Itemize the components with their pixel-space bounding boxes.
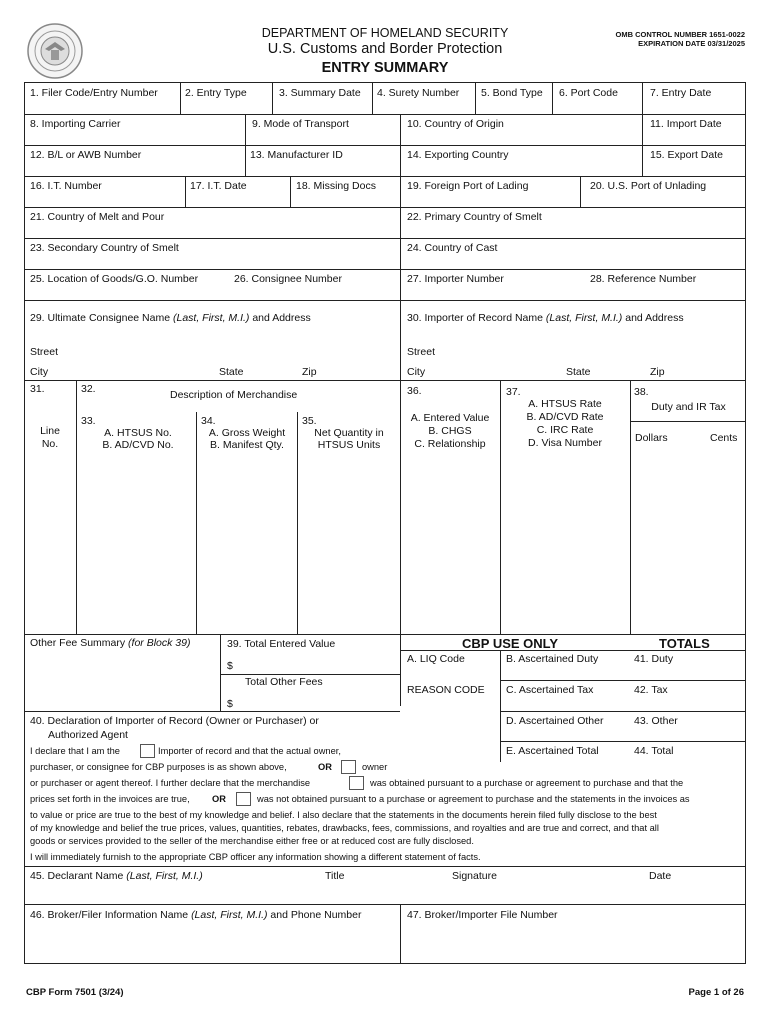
page-number: Page 1 of 26 xyxy=(688,987,744,998)
field-3-summary-date[interactable]: 3. Summary Date xyxy=(279,87,361,99)
col-35-number: 35. xyxy=(302,415,317,427)
cbp-c-ascertained-tax: C. Ascertained Tax xyxy=(506,684,594,696)
field-30-importer-of-record[interactable] xyxy=(407,312,684,324)
field-1-filer-code[interactable]: 1. Filer Code/Entry Number xyxy=(30,87,158,99)
field-19-foreign-port-of-lading[interactable]: 19. Foreign Port of Lading xyxy=(407,180,529,192)
field-29-label: 29. Ultimate Consignee Name xyxy=(30,312,173,324)
declaration-line-4b: was not obtained pursuant to a purchase or agreement to purchase and the statements in the invoices as xyxy=(257,794,690,804)
cbp-d-ascertained-other: D. Ascertained Other xyxy=(506,715,604,727)
consignee-street-label: Street xyxy=(30,346,59,358)
other-fee-summary[interactable] xyxy=(30,637,190,649)
declaration-line-1a: I declare that I am the xyxy=(30,746,120,756)
declarant-title[interactable]: Title xyxy=(325,870,345,882)
field-22-primary-country-of-smelt[interactable]: 22. Primary Country of Smelt xyxy=(407,211,542,223)
omb-control-number: OMB CONTROL NUMBER 1651-0022 xyxy=(615,30,745,39)
field-27-importer-number[interactable]: 27. Importer Number xyxy=(407,273,504,285)
field-18-missing-docs[interactable]: 18. Missing Docs xyxy=(296,180,376,192)
field-23-secondary-country-of-smelt[interactable]: 23. Secondary Country of Smelt xyxy=(30,242,179,254)
line-no-label: No. xyxy=(41,438,59,450)
declaration-or-1: OR xyxy=(318,762,332,772)
consignee-city-label: City xyxy=(30,366,49,378)
not-obtained-pursuant-checkbox[interactable] xyxy=(236,792,251,806)
field-20-us-port-of-unlading[interactable]: 20. U.S. Port of Unlading xyxy=(590,180,707,192)
declaration-line-3a: or purchaser or agent thereof. I further declare that the merchandise xyxy=(30,778,311,788)
importer-state-label: State xyxy=(566,366,591,378)
agency-title: U.S. Customs and Border Protection xyxy=(267,41,503,57)
field-45-name-format: (Last, First, M.I.) xyxy=(126,870,203,882)
field-7-entry-date[interactable]: 7. Entry Date xyxy=(650,87,712,99)
field-4-surety-number[interactable]: 4. Surety Number xyxy=(377,87,460,99)
col-37a-htsus-rate: A. HTSUS Rate xyxy=(528,398,602,410)
col-34-number: 34. xyxy=(201,415,216,427)
cbp-e-ascertained-total: E. Ascertained Total xyxy=(506,745,599,757)
col-33a-htsus-no: A. HTSUS No. xyxy=(104,427,172,439)
field-6-port-code[interactable]: 6. Port Code xyxy=(559,87,618,99)
col-38-duty-ir-tax: Duty and IR Tax xyxy=(651,401,726,413)
importer-city-label: City xyxy=(407,366,426,378)
total-41-duty[interactable]: 41. Duty xyxy=(634,653,674,665)
field-21-country-of-melt[interactable]: 21. Country of Melt and Pour xyxy=(30,211,165,223)
department-title: DEPARTMENT OF HOMELAND SECURITY xyxy=(261,26,509,40)
declaration-title-agent: Authorized Agent xyxy=(48,729,128,741)
declaration-line-7: goods or services provided to the seller of the merchandise either free or at reduced cost are fully disclosed. xyxy=(30,836,474,846)
field-46-name-format: (Last, First, M.I.) xyxy=(191,909,268,921)
field-46-label-tail: and Phone Number xyxy=(267,909,362,921)
declaration-line-8: I will immediately furnish to the appropriate CBP officer any information showing a different statement of facts. xyxy=(30,852,481,862)
field-45-declarant-name[interactable] xyxy=(30,870,203,882)
total-entered-value-dollar[interactable]: $ xyxy=(227,660,233,672)
col-33-number: 33. xyxy=(81,415,96,427)
col-37-number: 37. xyxy=(506,386,521,398)
field-47-broker-file-number[interactable]: 47. Broker/Importer File Number xyxy=(407,909,558,921)
field-10-country-of-origin[interactable]: 10. Country of Origin xyxy=(407,118,504,130)
field-26-consignee-number[interactable]: 26. Consignee Number xyxy=(234,273,342,285)
declarant-date[interactable]: Date xyxy=(649,870,672,882)
col-38-dollars: Dollars xyxy=(635,432,668,444)
owner-checkbox[interactable] xyxy=(341,760,356,774)
field-17-it-date[interactable]: 17. I.T. Date xyxy=(190,180,247,192)
field-29-ultimate-consignee[interactable] xyxy=(30,312,311,324)
cbp-reason-code: REASON CODE xyxy=(407,684,485,696)
col-36c-relationship: C. Relationship xyxy=(414,438,486,450)
total-44-total[interactable]: 44. Total xyxy=(634,745,674,757)
declaration-line-2a: purchaser, or consignee for CBP purposes is as shown above, xyxy=(30,762,287,772)
declaration-line-3b: was obtained pursuant to a purchase or agreement to purchase and that the xyxy=(370,778,684,788)
total-other-fees-label: Total Other Fees xyxy=(245,676,323,688)
field-39-total-entered-value: 39. Total Entered Value xyxy=(227,638,336,650)
field-30-name-format: (Last, First, M.I.) xyxy=(545,312,623,324)
declaration-line-6: of my knowledge and belief the true prices, values, quantities, rebates, drawbacks, fees, commissions, and royalties and are true and correct, and that all xyxy=(30,823,659,833)
dhs-seal xyxy=(26,22,84,80)
field-2-entry-type[interactable]: 2. Entry Type xyxy=(185,87,247,99)
col-33b-adcvd-no: B. AD/CVD No. xyxy=(102,439,174,451)
form-number: CBP Form 7501 (3/24) xyxy=(26,987,124,998)
expiration-date: EXPIRATION DATE 03/31/2025 xyxy=(638,39,745,48)
obtained-pursuant-checkbox[interactable] xyxy=(349,776,364,790)
declaration-or-2: OR xyxy=(212,794,226,804)
importer-zip-label: Zip xyxy=(650,366,665,378)
col-36b-chgs: B. CHGS xyxy=(428,425,472,437)
col-37c-irc-rate: C. IRC Rate xyxy=(536,424,594,436)
description-of-merchandise-label: Description of Merchandise xyxy=(170,389,298,401)
declaration-line-4a: prices set forth in the invoices are true, xyxy=(30,794,190,804)
field-12-bl-awb-number[interactable]: 12. B/L or AWB Number xyxy=(30,149,142,161)
col-38-number: 38. xyxy=(634,386,649,398)
declaration-line-2b: owner xyxy=(362,762,388,772)
other-fee-summary-label: Other Fee Summary xyxy=(30,637,129,649)
consignee-zip-label: Zip xyxy=(302,366,317,378)
importer-of-record-checkbox[interactable] xyxy=(140,744,155,758)
field-30-label: 30. Importer of Record Name xyxy=(407,312,546,324)
col-35-net-quantity: Net Quantity in xyxy=(314,427,384,439)
merchandise-entry-area[interactable] xyxy=(25,455,745,633)
field-9-mode-of-transport[interactable]: 9. Mode of Transport xyxy=(252,118,349,130)
field-45-label: 45. Declarant Name xyxy=(30,870,127,882)
field-15-export-date[interactable]: 15. Export Date xyxy=(650,149,723,161)
line-label: Line xyxy=(40,425,60,437)
field-14-exporting-country[interactable]: 14. Exporting Country xyxy=(407,149,509,161)
col-38-cents: Cents xyxy=(710,432,738,444)
col-32-number: 32. xyxy=(81,383,96,395)
field-24-country-of-cast[interactable]: 24. Country of Cast xyxy=(407,242,498,254)
field-13-manufacturer-id[interactable]: 13. Manufacturer ID xyxy=(250,149,343,161)
declaration-title: 40. Declaration of Importer of Record (Owner or Purchaser) or xyxy=(30,715,319,727)
cbp-use-only-heading: CBP USE ONLY xyxy=(462,636,559,651)
declarant-signature[interactable]: Signature xyxy=(452,870,497,882)
field-11-import-date[interactable]: 11. Import Date xyxy=(650,118,722,130)
field-25-location-of-goods[interactable]: 25. Location of Goods/G.O. Number xyxy=(30,273,199,285)
field-28-reference-number[interactable]: 28. Reference Number xyxy=(590,273,697,285)
col-36a-entered-value: A. Entered Value xyxy=(410,412,490,424)
totals-heading: TOTALS xyxy=(659,636,710,651)
field-46-broker-filer-info[interactable] xyxy=(30,909,361,921)
field-30-label-tail: and Address xyxy=(622,312,684,324)
field-29-label-tail: and Address xyxy=(249,312,311,324)
col-31-number: 31. xyxy=(30,383,45,395)
col-37d-visa-number: D. Visa Number xyxy=(528,437,602,449)
cbp-b-ascertained-duty: B. Ascertained Duty xyxy=(506,653,599,665)
col-34a-gross-weight: A. Gross Weight xyxy=(208,427,286,439)
field-16-it-number[interactable]: 16. I.T. Number xyxy=(30,180,102,192)
field-5-bond-type[interactable]: 5. Bond Type xyxy=(481,87,543,99)
col-36-number: 36. xyxy=(407,385,422,397)
other-fee-summary-note: (for Block 39) xyxy=(128,637,191,649)
field-46-label: 46. Broker/Filer Information Name xyxy=(30,909,192,921)
importer-street-label: Street xyxy=(407,346,436,358)
declaration-line-1b: Importer of record and that the actual owner, xyxy=(158,746,341,756)
total-42-tax[interactable]: 42. Tax xyxy=(634,684,668,696)
declaration-line-5: to value or price are true to the best of my knowledge and belief. I also declare that the statements in the documents herein filed fully disclose to the best xyxy=(30,810,657,820)
total-43-other[interactable]: 43. Other xyxy=(634,715,678,727)
col-34b-manifest-qty: B. Manifest Qty. xyxy=(210,439,284,451)
field-29-name-format: (Last, First, M.I.) xyxy=(173,312,250,324)
form-title: ENTRY SUMMARY xyxy=(321,60,449,76)
cbp-a-liq-code: A. LIQ Code xyxy=(407,653,465,665)
col-37b-adcvd-rate: B. AD/CVD Rate xyxy=(526,411,604,423)
consignee-state-label: State xyxy=(219,366,244,378)
field-8-importing-carrier[interactable]: 8. Importing Carrier xyxy=(30,118,121,130)
total-other-fees-dollar[interactable]: $ xyxy=(227,698,233,710)
col-35-htsus-units: HTSUS Units xyxy=(317,439,381,451)
